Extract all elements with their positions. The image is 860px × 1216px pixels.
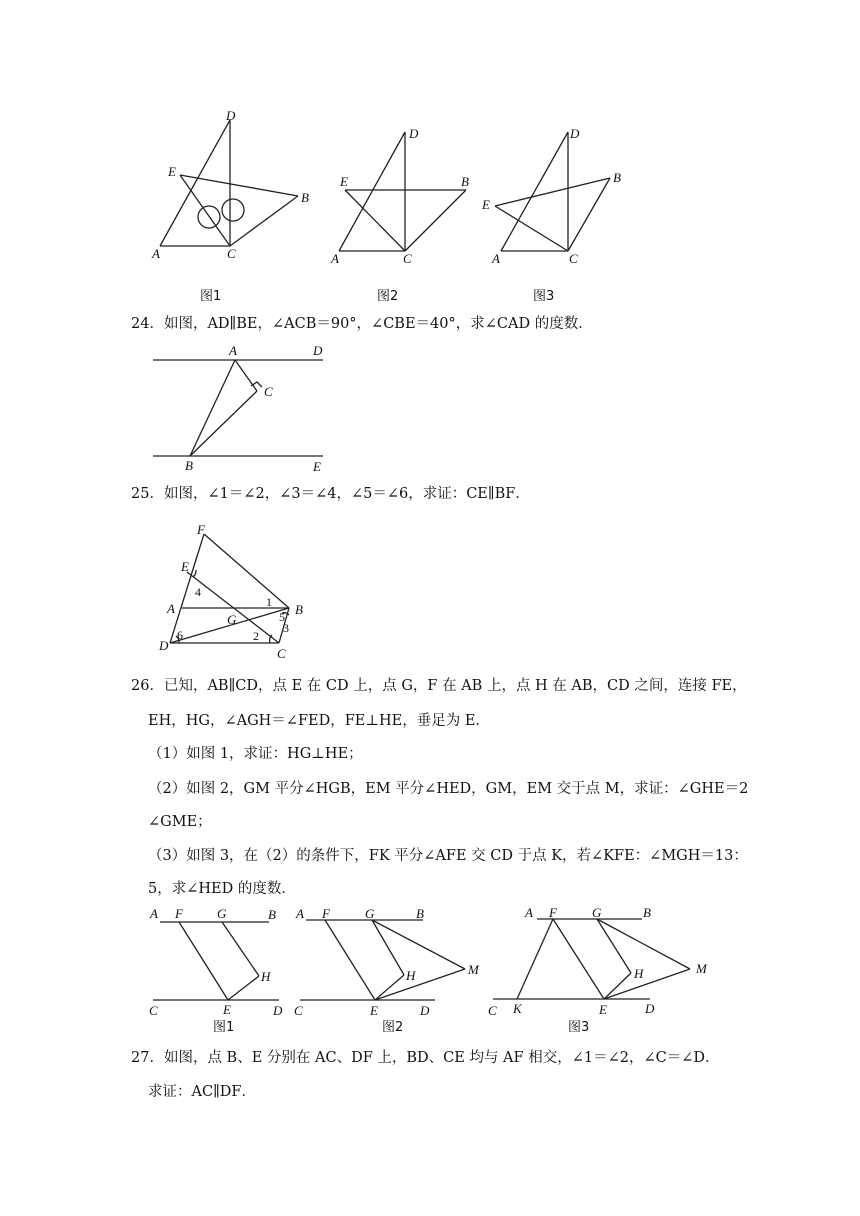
top-figure-2 — [325, 120, 485, 270]
q24-label-c: C — [264, 384, 273, 399]
q26-fig2-label-d: D — [420, 1003, 430, 1018]
fig2-label-a: A — [331, 251, 339, 266]
question-26-figure-3 — [487, 903, 717, 1033]
question-26-line-2: EH，HG，∠AGH＝∠FED，FE⊥HE，垂足为 E． — [148, 713, 490, 729]
top-figure-2-caption: 图2 — [377, 289, 399, 304]
fig1-label-e: E — [168, 164, 176, 179]
q26-fig3-label-h: H — [634, 966, 644, 981]
q26-fig3-label-m: M — [696, 961, 707, 976]
question-26-figure-2 — [290, 903, 490, 1033]
top-figure-3 — [478, 120, 638, 270]
q26-fig3-label-f: F — [549, 905, 557, 920]
question-25-text: 25．如图，∠1＝∠2，∠3＝∠4，∠5＝∠6，求证：CE∥BF． — [131, 486, 530, 502]
fig3-label-b: B — [613, 170, 621, 185]
q25-label-6: 6 — [177, 628, 183, 642]
q26-fig1-label-c: C — [149, 1003, 158, 1018]
q26-fig3-label-g: G — [592, 905, 602, 920]
q25-label-3: 3 — [283, 621, 289, 635]
question-24-text: 24．如图，AD∥BE，∠ACB＝90°，∠CBE＝40°，求∠CAD 的度数． — [131, 316, 593, 332]
q26-fig3-label-e: E — [599, 1002, 607, 1017]
question-26-part-2b: ∠GME； — [148, 814, 212, 830]
q24-label-b: B — [185, 458, 193, 473]
fig1-label-d: D — [226, 108, 236, 123]
q26-fig1-label-a: A — [150, 906, 158, 921]
q26-fig3-label-a: A — [525, 905, 533, 920]
q26-fig2-label-m: M — [468, 962, 479, 977]
q26-fig2-label-g: G — [365, 906, 375, 921]
q25-label-d: D — [159, 638, 169, 653]
q25-label-g: G — [227, 612, 237, 627]
question-26-part-3b: 5，求∠HED 的度数． — [148, 881, 296, 897]
q24-label-a: A — [229, 343, 237, 358]
fig1-label-a: A — [152, 246, 160, 261]
q25-label-a: A — [167, 601, 175, 616]
q26-fig3-label-c: C — [488, 1003, 497, 1018]
question-24-figure — [145, 340, 345, 480]
fig3-label-e: E — [482, 197, 490, 212]
question-27-line-2: 求证：AC∥DF． — [148, 1084, 256, 1100]
question-26-part-1: （1）如图 1，求证：HG⊥HE； — [148, 746, 363, 762]
q26-fig2-label-e: E — [370, 1003, 378, 1018]
question-25-figure — [135, 510, 315, 660]
fig3-label-c: C — [569, 251, 578, 266]
question-26-line-1: 26．已知，AB∥CD，点 E 在 CD 上，点 G，F 在 AB 上，点 H 在 AB，CD 之间，连接 FE， — [131, 678, 747, 694]
top-figure-3-caption: 图3 — [533, 289, 555, 304]
question-26-figure-2-caption: 图2 — [382, 1020, 404, 1035]
fig1-label-c: C — [227, 246, 236, 261]
question-26-figure-3-caption: 图3 — [568, 1020, 590, 1035]
q26-fig1-label-d: D — [273, 1003, 283, 1018]
fig3-label-d: D — [570, 126, 580, 141]
q24-label-d: D — [313, 343, 323, 358]
fig2-label-c: C — [403, 251, 412, 266]
q26-fig3-label-b: B — [643, 905, 651, 920]
q25-label-4: 4 — [195, 585, 201, 599]
question-26-part-2a: （2）如图 2，GM 平分∠HGB，EM 平分∠HED，GM，EM 交于点 M，求证：∠GHE＝2 — [148, 781, 749, 797]
q26-fig2-label-a: A — [296, 906, 304, 921]
q26-fig1-label-f: F — [175, 906, 183, 921]
fig3-label-a: A — [492, 251, 500, 266]
q26-fig2-label-b: B — [416, 906, 424, 921]
q25-label-5: 5 — [279, 610, 285, 624]
question-26-part-3a: （3）如图 3，在（2）的条件下，FK 平分∠AFE 交 CD 于点 K，若∠KFE：∠MGH＝13： — [148, 848, 748, 864]
q26-fig1-label-h: H — [261, 969, 271, 984]
q25-label-2: 2 — [253, 629, 259, 643]
q26-fig1-label-e: E — [223, 1002, 231, 1017]
top-figure-1-caption: 图1 — [200, 289, 222, 304]
q25-label-f: F — [197, 522, 205, 537]
top-figure-1 — [140, 100, 320, 270]
question-27-line-1: 27．如图，点 B、E 分别在 AC、DF 上，BD、CE 均与 AF 相交，∠1＝∠2，∠C＝∠D． — [131, 1050, 720, 1066]
question-26-figure-1 — [145, 903, 295, 1033]
fig2-label-e: E — [340, 174, 348, 189]
q26-fig3-label-d: D — [645, 1001, 655, 1016]
q26-fig2-label-h: H — [406, 968, 416, 983]
fig2-label-d: D — [409, 126, 419, 141]
q26-fig1-label-g: G — [217, 906, 227, 921]
q24-label-e: E — [313, 459, 321, 474]
q25-label-c: C — [277, 646, 286, 661]
fig2-label-b: B — [461, 174, 469, 189]
question-26-figure-1-caption: 图1 — [213, 1020, 235, 1035]
q26-fig2-label-f: F — [322, 906, 330, 921]
q25-label-1: 1 — [266, 595, 272, 609]
q26-fig2-label-c: C — [294, 1003, 303, 1018]
q26-fig1-label-b: B — [268, 907, 276, 922]
fig1-label-b: B — [301, 190, 309, 205]
q26-fig3-label-k: K — [513, 1001, 522, 1016]
q25-label-b: B — [295, 602, 303, 617]
q25-label-e: E — [181, 559, 189, 574]
